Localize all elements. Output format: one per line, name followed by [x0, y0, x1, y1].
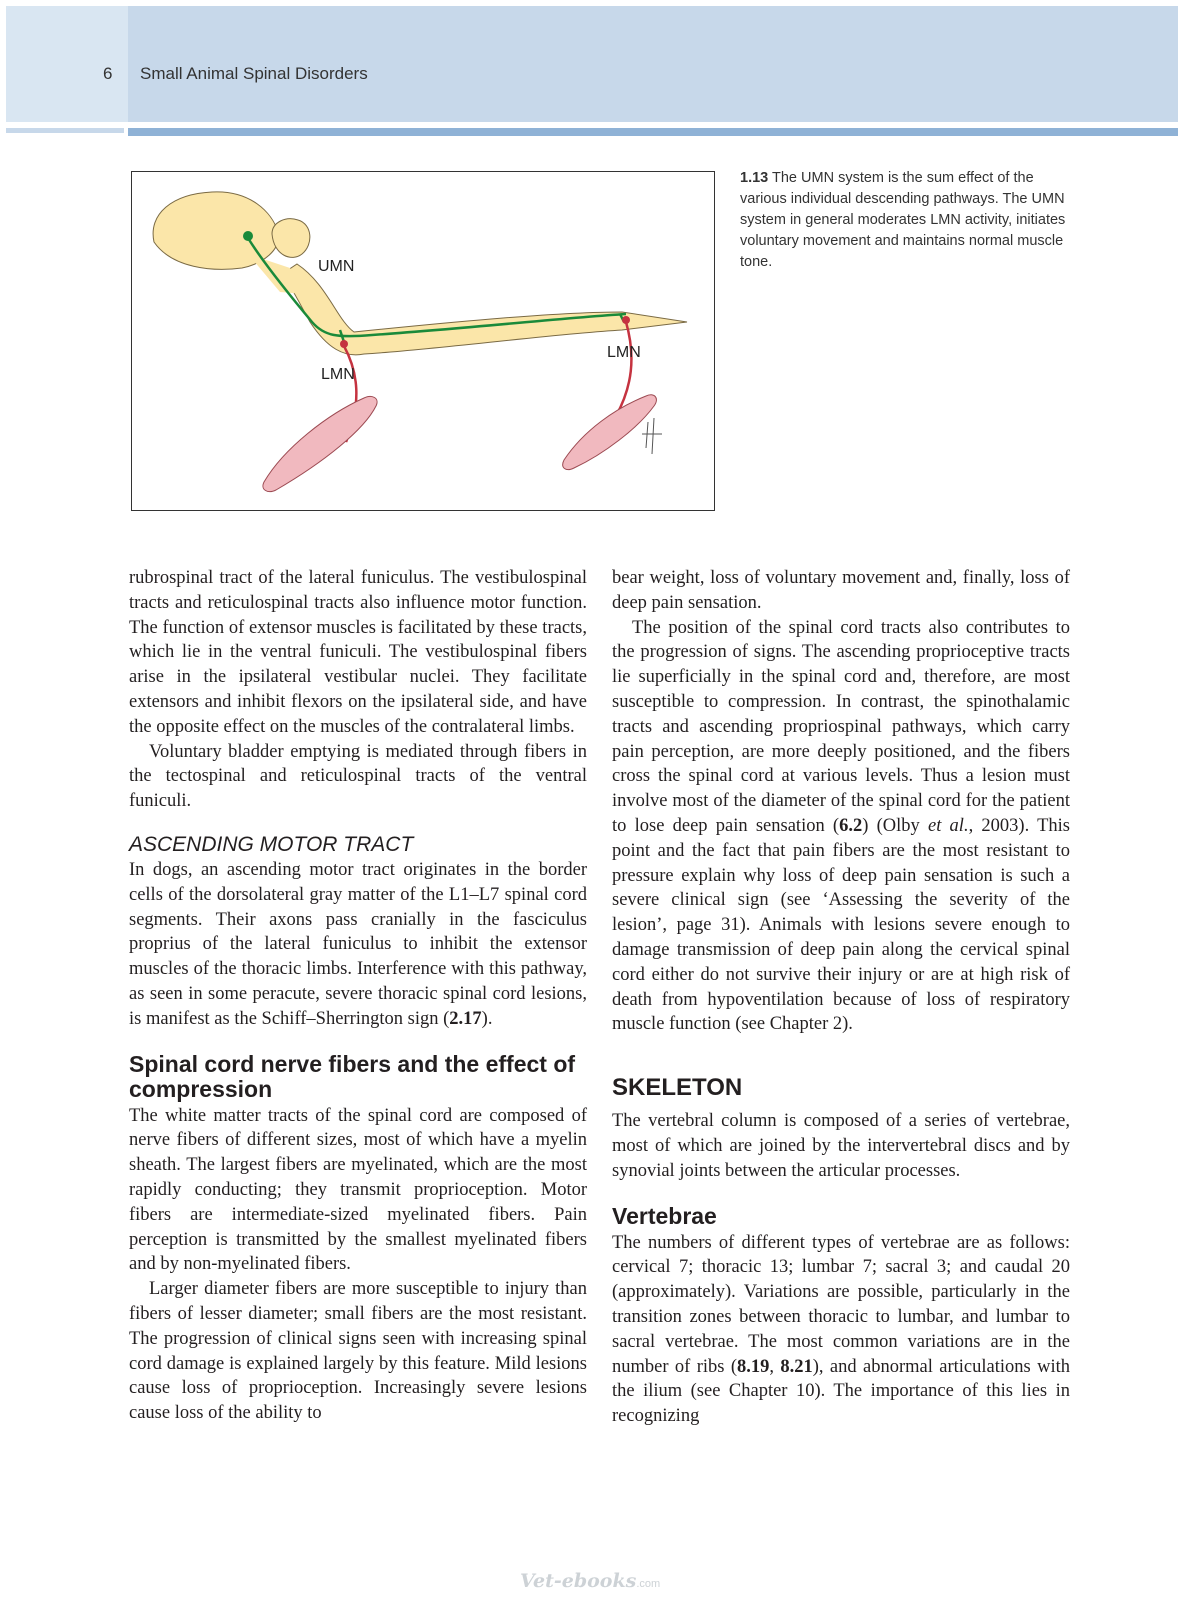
paragraph: Larger diameter fibers are more susceptible to injury than fibers of lesser diameter; small fibers are the most resistant. The progression of clinical signs seen with increasing spinal cord damage is explained largely by this feature. Mild lesions cause loss of proprioception. Increasingly severe lesions cause loss of the ability to — [129, 1279, 587, 1424]
paragraph-text: The numbers of different types of vertebrae are as follows: cervical 7; thoracic 13; lumbar 7; sacral 3; and caudal 20 (approximately). Variations are possible, particularly in the transition zones between thoracic to lumbar, and lumbar to sacral vertebrae. The most common variations are in the number of ribs ( — [612, 1232, 1070, 1377]
paragraph-text: , — [769, 1356, 781, 1377]
paragraph-text: , 2003). This point and the fact that pain fibers are the most resistant to pressure explain why loss of deep pain sensation is such a severe clinical sign (see ‘Assessing the severity of the lesion’, page 31). Animals with lesions severe enough to damage transmission of deep pain along the cervical spinal cord either do not survive their injury or are at high risk of death from hypoventilation because of loss of respiratory muscle function (see Chapter 2). — [612, 815, 1070, 1035]
paragraph-text: In dogs, an ascending motor tract originates in the border cells of the dorsolateral gray matter of the L1–L7 spinal cord segments. Their axons pass cranially in the fasciculus proprius of the lateral funiculus to inhibit the extensor muscles of the thoracic limbs. Interference with this pathway, as seen in some peracute, severe thoracic spinal cord lesions, is manifest as the Schiff–Sherrington sign ( — [129, 859, 587, 1029]
left-column — [129, 566, 587, 1426]
running-title: Small Animal Spinal Disorders — [140, 64, 368, 83]
watermark — [520, 1570, 660, 1592]
umn-neuron-body — [243, 231, 253, 241]
paragraph-text: The position of the spinal cord tracts also contributes to the progression of signs. The ascending proprioceptive tracts lie superficially in the spinal cord and, therefore, are most susceptible to compression. In contrast, the spinothalamic tracts and ascending propriospinal pathways, which carry pain perception, are more deeply positioned, and the fibers cross the spinal cord at various levels. Thus a lesion must involve most of the diameter of the spinal cord for the patient to lose deep pain sensation ( — [612, 617, 1070, 836]
figure-ref: 6.2 — [839, 815, 863, 836]
section-heading: Spinal cord nerve fibers and the effect of compression — [129, 1050, 576, 1102]
citation-etal: et al. — [927, 815, 969, 836]
figure-ref: 8.21 — [780, 1356, 813, 1377]
muscle-front — [263, 396, 377, 491]
paragraph-text: ) (Olby — [862, 815, 928, 836]
cerebellum-shape — [272, 219, 310, 258]
figure-ref: 2.17 — [449, 1008, 482, 1029]
umn-lmn-illustration — [132, 172, 714, 510]
header-rule-left — [6, 128, 124, 133]
page-number: 6 — [103, 64, 113, 83]
watermark-suffix: .com — [636, 1578, 661, 1590]
section-heading: Vertebrae — [612, 1202, 717, 1229]
lmn-label-hind: LMN — [607, 344, 641, 361]
figure-umn-system — [131, 171, 715, 511]
figure-caption-text: The UMN system is the sum effect of the various individual descending pathways. The UMN system in general moderates LMN activity, initiates voluntary movement and maintains normal muscle tone. — [740, 170, 1066, 270]
figure-ref: 8.19 — [737, 1356, 770, 1377]
umn-label: UMN — [318, 258, 355, 275]
figure-number: 1.13 — [740, 170, 769, 186]
paragraph-text: ). — [481, 1008, 493, 1029]
paragraph: Voluntary bladder emptying is mediated through fibers in the tectospinal and reticulospinal tracts of the ventral funiculi. — [129, 741, 587, 812]
right-column — [612, 566, 1070, 1429]
figure-caption — [740, 168, 1080, 273]
section-heading: ASCENDING MOTOR TRACT — [129, 832, 414, 856]
lmn-label-front: LMN — [321, 366, 355, 383]
paragraph: bear weight, loss of voluntary movement and, finally, loss of deep pain sensation. — [612, 568, 1070, 613]
paragraph: The white matter tracts of the spinal cord are composed of nerve fibers of different sizes, most of which have a myelin sheath. The largest fibers are myelinated, which are the most rapidly conducting; they transmit proprioception. Motor fibers are intermediate-sized myelinated fibers. Pain perception is transmitted by the smallest myelinated fibers and by non-myelinated fibers. — [129, 1105, 587, 1275]
paragraph — [612, 616, 1070, 1038]
paragraph — [129, 858, 587, 1032]
watermark-text: Vet-ebooks — [520, 1570, 637, 1592]
header-rule — [128, 128, 1178, 136]
paragraph — [612, 1231, 1070, 1429]
brain-shape — [153, 192, 278, 269]
section-heading: SKELETON — [612, 1074, 743, 1102]
lmn-axon-hind — [616, 322, 631, 416]
paragraph: The vertebral column is composed of a series of vertebrae, most of which are joined by the intervertebral discs and by synovial joints between the articular processes. — [612, 1111, 1070, 1181]
paragraph-text: ), and abnormal articulations with the ilium (see Chapter 10). The importance of this lies in recognizing — [612, 1356, 1070, 1427]
paragraph: rubrospinal tract of the lateral funiculus. The vestibulospinal tracts and reticulospinal tracts also influence motor function. The function of extensor muscles is facilitated by these tracts, which lie in the ventral funiculi. The vestibulospinal fibers arise in the ipsilateral vestibular nuclei. They facilitate extensors and inhibit flexors on the ipsilateral side, and have the opposite effect on the muscles of the contralateral limbs. — [129, 568, 587, 737]
artist-signature — [642, 418, 662, 454]
muscle-hind — [563, 395, 657, 470]
